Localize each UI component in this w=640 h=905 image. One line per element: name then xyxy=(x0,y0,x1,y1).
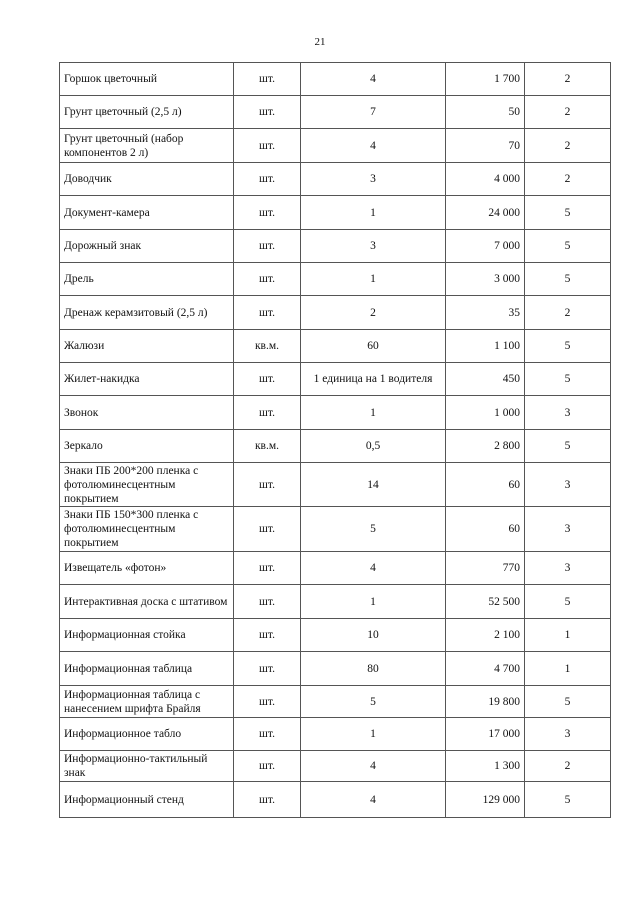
unit-cell: шт. xyxy=(234,363,301,396)
quantity-cell: 4 xyxy=(301,782,446,818)
item-name-cell: Знаки ПБ 200*200 пленка с фотолюминесцентным покрытием xyxy=(60,463,234,507)
quantity-cell: 4 xyxy=(301,63,446,96)
price-cell: 2 100 xyxy=(446,619,525,652)
quantity-cell: 3 xyxy=(301,163,446,196)
unit-cell: шт. xyxy=(234,585,301,619)
table-row xyxy=(60,196,611,230)
price-cell: 770 xyxy=(446,552,525,585)
table-row xyxy=(60,585,611,619)
unit-cell: шт. xyxy=(234,782,301,818)
price-cell: 1 100 xyxy=(446,330,525,363)
price-cell: 17 000 xyxy=(446,718,525,751)
service-life-cell: 2 xyxy=(525,296,611,330)
table-row xyxy=(60,686,611,718)
table-row xyxy=(60,751,611,782)
service-life-cell: 2 xyxy=(525,129,611,163)
item-name-cell: Дорожный знак xyxy=(60,230,234,263)
quantity-cell: 1 xyxy=(301,263,446,296)
unit-cell: шт. xyxy=(234,129,301,163)
table-row xyxy=(60,330,611,363)
price-cell: 1 300 xyxy=(446,751,525,782)
service-life-cell: 3 xyxy=(525,396,611,430)
item-name-cell: Информационно-тактильный знак xyxy=(60,751,234,782)
table-row xyxy=(60,263,611,296)
item-name-cell: Документ-камера xyxy=(60,196,234,230)
service-life-cell: 5 xyxy=(525,686,611,718)
unit-cell: шт. xyxy=(234,396,301,430)
table-row xyxy=(60,63,611,96)
quantity-cell: 1 xyxy=(301,718,446,751)
item-name-cell: Грунт цветочный (2,5 л) xyxy=(60,96,234,129)
quantity-cell: 1 xyxy=(301,585,446,619)
service-life-cell: 3 xyxy=(525,507,611,552)
price-cell: 2 800 xyxy=(446,430,525,463)
item-name-cell: Звонок xyxy=(60,396,234,430)
unit-cell: кв.м. xyxy=(234,330,301,363)
item-name-cell: Зеркало xyxy=(60,430,234,463)
service-life-cell: 2 xyxy=(525,751,611,782)
item-name-cell: Жалюзи xyxy=(60,330,234,363)
item-name-cell: Дренаж керамзитовый (2,5 л) xyxy=(60,296,234,330)
service-life-cell: 5 xyxy=(525,585,611,619)
unit-cell: шт. xyxy=(234,686,301,718)
unit-cell: шт. xyxy=(234,63,301,96)
quantity-cell: 0,5 xyxy=(301,430,446,463)
quantity-cell: 4 xyxy=(301,751,446,782)
quantity-cell: 2 xyxy=(301,296,446,330)
unit-cell: шт. xyxy=(234,196,301,230)
item-name-cell: Горшок цветочный xyxy=(60,63,234,96)
price-cell: 60 xyxy=(446,463,525,507)
service-life-cell: 1 xyxy=(525,619,611,652)
table-row xyxy=(60,552,611,585)
item-name-cell: Информационная стойка xyxy=(60,619,234,652)
service-life-cell: 5 xyxy=(525,263,611,296)
price-cell: 1 700 xyxy=(446,63,525,96)
table-row xyxy=(60,430,611,463)
quantity-cell: 7 xyxy=(301,96,446,129)
unit-cell: шт. xyxy=(234,463,301,507)
service-life-cell: 2 xyxy=(525,96,611,129)
unit-cell: шт. xyxy=(234,751,301,782)
service-life-cell: 3 xyxy=(525,463,611,507)
price-cell: 50 xyxy=(446,96,525,129)
table-row xyxy=(60,463,611,507)
unit-cell: шт. xyxy=(234,619,301,652)
quantity-cell: 3 xyxy=(301,230,446,263)
unit-cell: шт. xyxy=(234,96,301,129)
unit-cell: шт. xyxy=(234,652,301,686)
quantity-cell: 1 единица на 1 водителя xyxy=(301,363,446,396)
table-row xyxy=(60,129,611,163)
quantity-cell: 5 xyxy=(301,686,446,718)
item-name-cell: Извещатель «фотон» xyxy=(60,552,234,585)
table-row xyxy=(60,363,611,396)
price-cell: 70 xyxy=(446,129,525,163)
table-row xyxy=(60,619,611,652)
quantity-cell: 80 xyxy=(301,652,446,686)
table-row xyxy=(60,163,611,196)
price-cell: 7 000 xyxy=(446,230,525,263)
service-life-cell: 2 xyxy=(525,63,611,96)
unit-cell: шт. xyxy=(234,296,301,330)
item-name-cell: Информационный стенд xyxy=(60,782,234,818)
service-life-cell: 3 xyxy=(525,718,611,751)
quantity-cell: 60 xyxy=(301,330,446,363)
quantity-cell: 5 xyxy=(301,507,446,552)
quantity-cell: 14 xyxy=(301,463,446,507)
item-name-cell: Информационная таблица с нанесением шрифта Брайля xyxy=(60,686,234,718)
inventory-table-body xyxy=(60,63,611,818)
price-cell: 35 xyxy=(446,296,525,330)
item-name-cell: Информационная таблица xyxy=(60,652,234,686)
unit-cell: шт. xyxy=(234,552,301,585)
item-name-cell: Дрель xyxy=(60,263,234,296)
inventory-table xyxy=(59,62,611,818)
service-life-cell: 3 xyxy=(525,552,611,585)
table-row xyxy=(60,296,611,330)
price-cell: 4 700 xyxy=(446,652,525,686)
service-life-cell: 1 xyxy=(525,652,611,686)
table-row xyxy=(60,96,611,129)
table-row xyxy=(60,396,611,430)
service-life-cell: 5 xyxy=(525,782,611,818)
item-name-cell: Жилет-накидка xyxy=(60,363,234,396)
service-life-cell: 5 xyxy=(525,230,611,263)
quantity-cell: 10 xyxy=(301,619,446,652)
price-cell: 450 xyxy=(446,363,525,396)
table-row xyxy=(60,718,611,751)
table-row xyxy=(60,507,611,552)
price-cell: 52 500 xyxy=(446,585,525,619)
quantity-cell: 4 xyxy=(301,552,446,585)
unit-cell: шт. xyxy=(234,718,301,751)
quantity-cell: 4 xyxy=(301,129,446,163)
service-life-cell: 2 xyxy=(525,163,611,196)
price-cell: 24 000 xyxy=(446,196,525,230)
service-life-cell: 5 xyxy=(525,363,611,396)
table-row xyxy=(60,652,611,686)
unit-cell: шт. xyxy=(234,263,301,296)
page-number: 21 xyxy=(314,36,326,48)
item-name-cell: Интерактивная доска с штативом xyxy=(60,585,234,619)
item-name-cell: Доводчик xyxy=(60,163,234,196)
price-cell: 19 800 xyxy=(446,686,525,718)
unit-cell: шт. xyxy=(234,507,301,552)
unit-cell: шт. xyxy=(234,163,301,196)
item-name-cell: Грунт цветочный (набор компонентов 2 л) xyxy=(60,129,234,163)
item-name-cell: Знаки ПБ 150*300 пленка с фотолюминесцентным покрытием xyxy=(60,507,234,552)
unit-cell: кв.м. xyxy=(234,430,301,463)
price-cell: 4 000 xyxy=(446,163,525,196)
table-row xyxy=(60,230,611,263)
service-life-cell: 5 xyxy=(525,330,611,363)
item-name-cell: Информационное табло xyxy=(60,718,234,751)
quantity-cell: 1 xyxy=(301,196,446,230)
quantity-cell: 1 xyxy=(301,396,446,430)
price-cell: 129 000 xyxy=(446,782,525,818)
service-life-cell: 5 xyxy=(525,430,611,463)
price-cell: 1 000 xyxy=(446,396,525,430)
price-cell: 3 000 xyxy=(446,263,525,296)
unit-cell: шт. xyxy=(234,230,301,263)
price-cell: 60 xyxy=(446,507,525,552)
table-row xyxy=(60,782,611,818)
service-life-cell: 5 xyxy=(525,196,611,230)
